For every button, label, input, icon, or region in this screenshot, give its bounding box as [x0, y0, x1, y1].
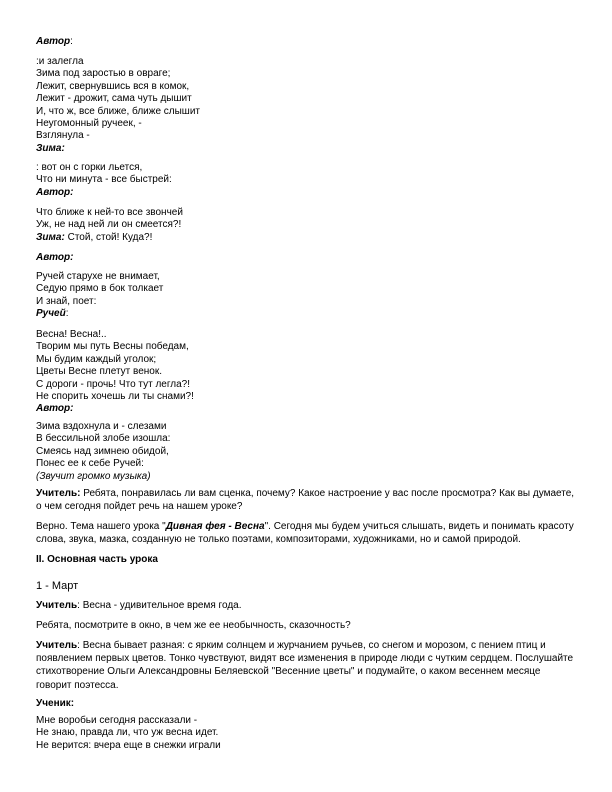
stanza-7	[36, 715, 576, 752]
verse-line: Мы будим каждый уголок;	[36, 353, 157, 365]
speaker-label-winter: Зима:	[36, 142, 65, 154]
verse-line: Мне воробьи сегодня рассказали -	[36, 715, 198, 726]
speaker-label-author: Автор:	[36, 403, 74, 415]
speaker-label-author: Автор:	[36, 36, 73, 47]
teacher-line: Учитель: Весна - удивительное время года.	[36, 600, 242, 611]
verse-line: Не верится: вчера еще в снежки играли	[36, 739, 221, 751]
speaker-label-stream: Ручей:	[36, 308, 69, 320]
verse-line: Зима: Стой, стой! Куда?!	[36, 231, 153, 243]
verse-line: Понес ее к себе Ручей:	[36, 458, 144, 470]
question-line: Ребята, посмотрите в окно, в чем же ее необычность, сказочность?	[36, 620, 351, 631]
verse-line: : вот он с горки льется,	[36, 162, 143, 173]
verse-line: Что ни минута - все быстрей:	[36, 174, 172, 186]
teacher-paragraph: Учитель: Весна бывает разная: с ярким солнцем и журчанием ручьев, со снегом и морозом, с пением птиц и появлением первых цветов. Тонко чувствуют, видят все изменения в природе люди с чутким сердцем. Послушайте стихотворение Ольги Александровны Беляевской "Весенние цветы" и подумайте, о каком весеннем месяце говорит поэтесса.	[36, 640, 574, 691]
verse-line: Не спорить хочешь ли ты снами?!	[36, 391, 194, 403]
stanza-2	[36, 162, 576, 199]
verse-line: Взглянула -	[36, 130, 90, 142]
verse-line: Лежит - дрожит, сама чуть дышит	[36, 93, 192, 105]
verse-line: Зима вздохнула и - слезами	[36, 421, 167, 432]
section-heading: II. Основная часть урока	[36, 554, 158, 565]
stanza-6	[36, 421, 576, 483]
stanza-5	[36, 329, 576, 416]
verse-line: Весна! Весна!..	[36, 329, 107, 340]
verse-line: Седую прямо в бок толкает	[36, 283, 164, 295]
verse-line: Что ближе к ней-то все звончей	[36, 207, 183, 218]
verse-line: Смеясь над зимнею обидой,	[36, 445, 169, 457]
verse-line: С дороги - прочь! Что тут легла?!	[36, 378, 191, 390]
speaker-label-author: Автор:	[36, 186, 74, 198]
month-heading: 1 - Март	[36, 580, 79, 592]
verse-line: Лежит, свернувшись вся в комок,	[36, 80, 190, 92]
verse-line: Творим мы путь Весны победам,	[36, 341, 189, 353]
verse-line: Неугомонный ручеек, -	[36, 118, 142, 130]
verse-line: Не знаю, правда ли, что уж весна идет.	[36, 727, 219, 739]
stage-direction: (Звучит громко музыка)	[36, 470, 151, 482]
verse-line: В бессильной злобе изошла:	[36, 433, 171, 445]
stanza-3	[36, 207, 576, 244]
verse-line: :и залегла	[36, 56, 84, 67]
verse-line: Зима под заростью в овраге;	[36, 68, 171, 80]
verse-line: И, что ж, все ближе, ближе слышит	[36, 105, 200, 117]
verse-line: Уж, не над ней ли он смеется?!	[36, 219, 182, 231]
speaker-label-student: Ученик:	[36, 698, 75, 709]
stanza-1	[36, 56, 576, 155]
verse-line: И знай, поет:	[36, 295, 97, 307]
verse-line: Ручей старухе не внимает,	[36, 271, 160, 282]
topic-paragraph: Верно. Тема нашего урока "Дивная фея - Весна". Сегодня мы будем учиться слышать, видеть и понимать красоту слова, звука, мазка, созданную не только поэтами, композиторами, художниками, но и самой природой.	[36, 521, 574, 546]
teacher-paragraph: Учитель: Ребята, понравилась ли вам сценка, почему? Какое настроение у вас после просмотра? Как вы думаете, о чем сегодня пойдет речь на нашем уроке?	[36, 488, 575, 513]
stanza-4	[36, 271, 576, 321]
speaker-label-author: Автор:	[36, 252, 74, 263]
verse-line: Цветы Весне плетут венок.	[36, 366, 162, 378]
